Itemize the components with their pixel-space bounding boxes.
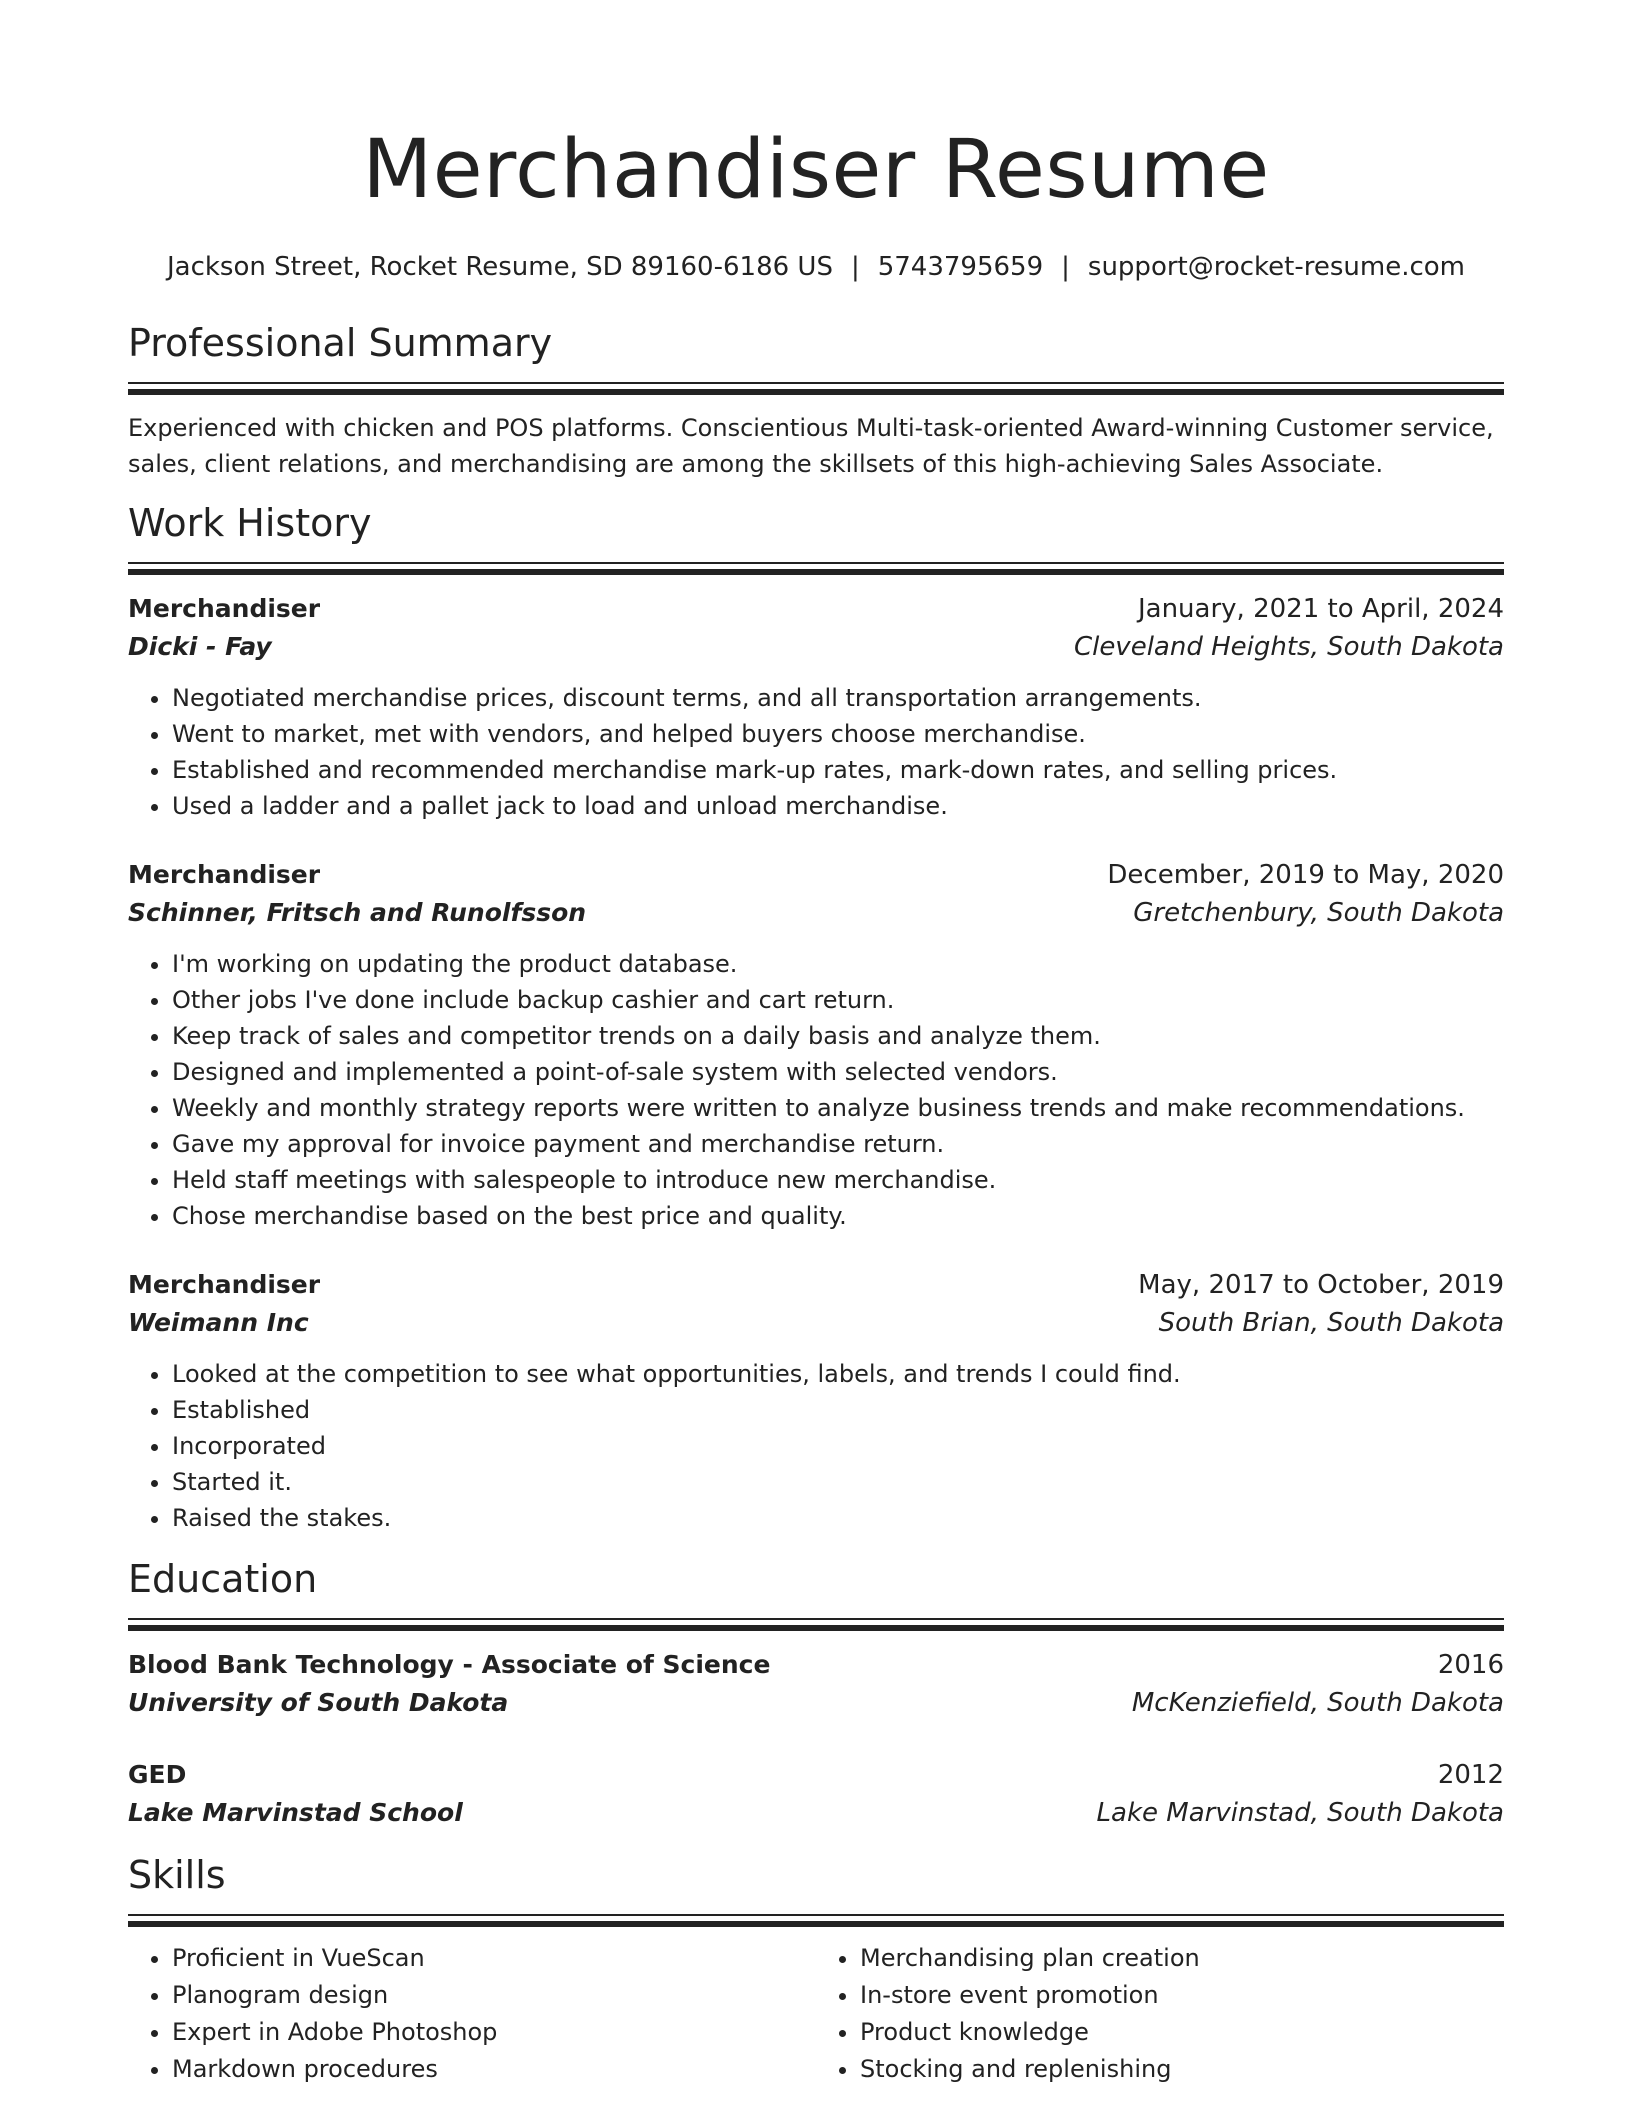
list-item: • Held staff meetings with salespeople to introduce new merchandise. bbox=[172, 1162, 1504, 1198]
contact-phone: 5743795659 bbox=[877, 252, 1044, 282]
contact-separator: | bbox=[1061, 252, 1070, 282]
education-entry bbox=[128, 1756, 1504, 1832]
skill-item: • Proficient in VueScan bbox=[172, 1940, 816, 1977]
skills-list-right bbox=[816, 1940, 1504, 2088]
list-item: • I'm working on updating the product database. bbox=[172, 946, 1504, 982]
list-item: • Established and recommended merchandise mark-up rates, mark-down rates, and selling prices. bbox=[172, 752, 1504, 788]
list-item: • Raised the stakes. bbox=[172, 1500, 1504, 1536]
contact-line bbox=[128, 250, 1504, 284]
skill-item: • Product knowledge bbox=[860, 2014, 1504, 2051]
contact-separator: | bbox=[850, 252, 860, 282]
education-school: University of South Dakota bbox=[128, 1688, 509, 1717]
job-location: Cleveland Heights, South Dakota bbox=[1073, 632, 1504, 662]
summary-text: Experienced with chicken and POS platforms. Conscientious Multi-task-oriented Award-winning Customer service, sales, client relations, and merchandising are among the skillsets of this high-achieving Sales Associate. bbox=[128, 414, 1494, 478]
list-item: • Other jobs I've done include backup cashier and cart return. bbox=[172, 982, 1504, 1018]
summary-section bbox=[128, 318, 1504, 482]
job-location: South Brian, South Dakota bbox=[1158, 1308, 1504, 1338]
contact-address: Jackson Street, Rocket Resume, SD 89160-6186 US bbox=[166, 252, 833, 282]
work-history-section bbox=[128, 498, 1504, 1536]
work-history-heading: Work History bbox=[128, 501, 372, 545]
skill-item: • In-store event promotion bbox=[860, 1977, 1504, 2014]
list-item: • Looked at the competition to see what opportunities, labels, and trends I could find. bbox=[172, 1356, 1504, 1392]
page-title: Merchandiser Resume bbox=[362, 123, 1270, 217]
job-title: Merchandiser bbox=[128, 594, 321, 623]
section-divider bbox=[128, 1618, 1504, 1632]
skills-section bbox=[128, 1850, 1504, 2088]
education-section bbox=[128, 1554, 1504, 1832]
list-item: • Established bbox=[172, 1392, 1504, 1428]
job-entry bbox=[128, 590, 1504, 824]
skills-grid bbox=[128, 1928, 1504, 2088]
summary-heading: Professional Summary bbox=[128, 321, 553, 365]
job-dates: May, 2017 to October, 2019 bbox=[1138, 1270, 1504, 1300]
list-item: • Gave my approval for invoice payment and merchandise return. bbox=[172, 1126, 1504, 1162]
education-heading: Education bbox=[128, 1557, 318, 1601]
education-location: Lake Marvinstad, South Dakota bbox=[1096, 1798, 1504, 1828]
job-company: Schinner, Fritsch and Runolfsson bbox=[128, 898, 587, 927]
education-location: McKenziefield, South Dakota bbox=[1131, 1688, 1504, 1718]
list-item: • Went to market, met with vendors, and helped buyers choose merchandise. bbox=[172, 716, 1504, 752]
section-divider bbox=[128, 382, 1504, 396]
education-entry bbox=[128, 1646, 1504, 1722]
skill-item: • Planogram design bbox=[172, 1977, 816, 2014]
education-degree: Blood Bank Technology - Associate of Science bbox=[128, 1650, 771, 1679]
job-company: Weimann Inc bbox=[128, 1308, 309, 1337]
job-dates: January, 2021 to April, 2024 bbox=[1137, 594, 1504, 624]
list-item: • Weekly and monthly strategy reports were written to analyze business trends and make recommendations. bbox=[172, 1090, 1504, 1126]
education-school: Lake Marvinstad School bbox=[128, 1798, 463, 1827]
education-degree: GED bbox=[128, 1760, 187, 1789]
job-location: Gretchenbury, South Dakota bbox=[1133, 898, 1504, 928]
skill-item: • Markdown procedures bbox=[172, 2051, 816, 2088]
job-entry bbox=[128, 1266, 1504, 1536]
list-item: • Incorporated bbox=[172, 1428, 1504, 1464]
job-bullets bbox=[128, 680, 1504, 824]
list-item: • Negotiated merchandise prices, discount terms, and all transportation arrangements. bbox=[172, 680, 1504, 716]
skills-heading: Skills bbox=[128, 1853, 226, 1897]
education-year: 2016 bbox=[1437, 1650, 1504, 1680]
job-company: Dicki - Fay bbox=[128, 632, 272, 661]
skills-list-left bbox=[128, 1940, 816, 2088]
list-item: • Chose merchandise based on the best price and quality. bbox=[172, 1198, 1504, 1234]
section-divider bbox=[128, 1914, 1504, 1928]
list-item: • Designed and implemented a point-of-sale system with selected vendors. bbox=[172, 1054, 1504, 1090]
list-item: • Started it. bbox=[172, 1464, 1504, 1500]
job-entry bbox=[128, 856, 1504, 1234]
list-item: • Used a ladder and a pallet jack to load and unload merchandise. bbox=[172, 788, 1504, 824]
contact-email: support@rocket-resume.com bbox=[1087, 252, 1466, 282]
skill-item: • Expert in Adobe Photoshop bbox=[172, 2014, 816, 2051]
job-bullets bbox=[128, 1356, 1504, 1536]
job-bullets bbox=[128, 946, 1504, 1234]
section-divider bbox=[128, 562, 1504, 576]
skill-item: • Stocking and replenishing bbox=[860, 2051, 1504, 2088]
job-dates: December, 2019 to May, 2020 bbox=[1107, 860, 1504, 890]
list-item: • Keep track of sales and competitor trends on a daily basis and analyze them. bbox=[172, 1018, 1504, 1054]
skill-item: • Merchandising plan creation bbox=[860, 1940, 1504, 1977]
job-title: Merchandiser bbox=[128, 860, 321, 889]
education-year: 2012 bbox=[1437, 1760, 1504, 1790]
job-title: Merchandiser bbox=[128, 1270, 321, 1299]
